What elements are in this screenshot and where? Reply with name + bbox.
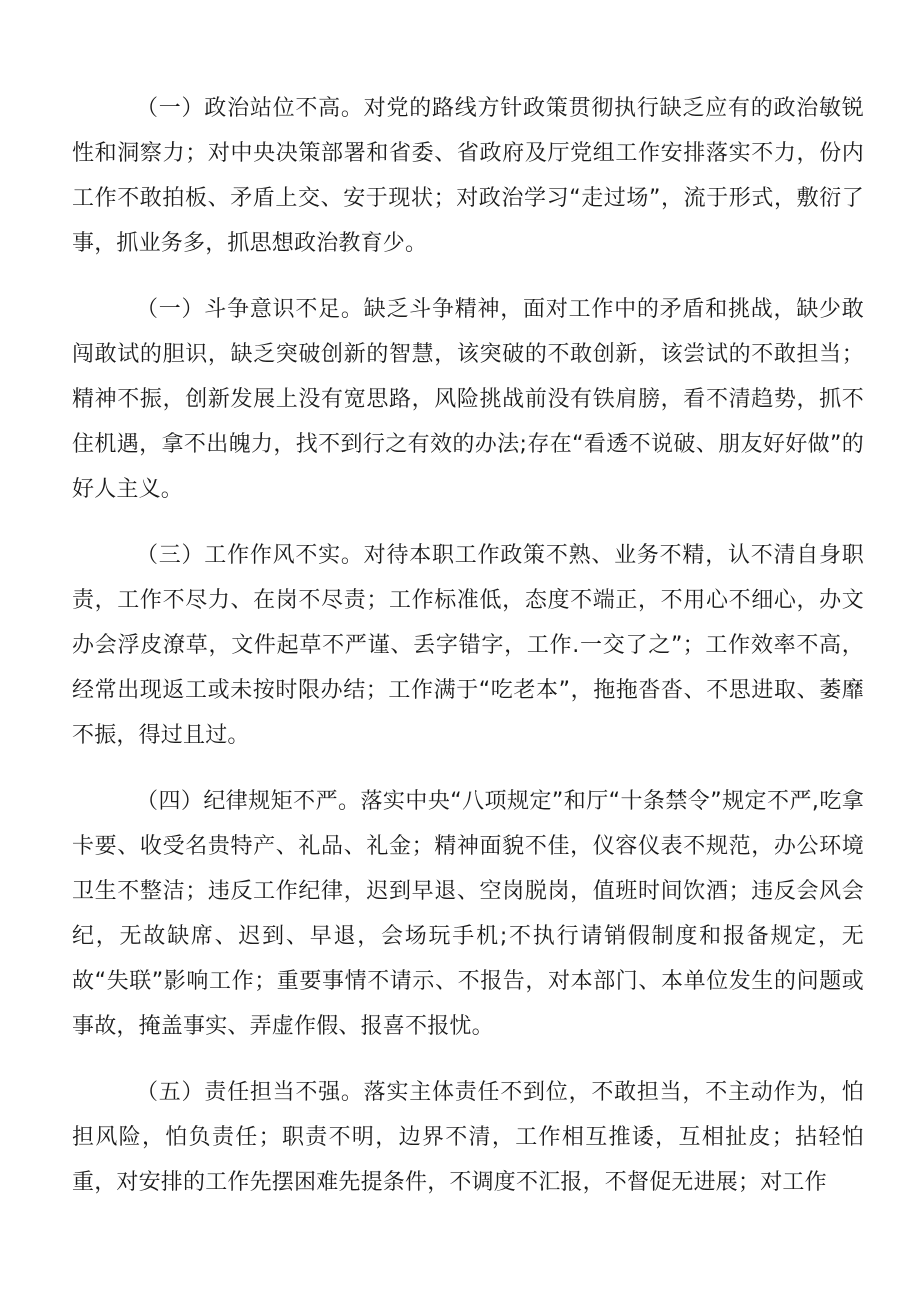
- paragraph-political-stance: （一）政治站位不高。对党的路线方针政策贯彻执行缺乏应有的政治敏锐性和洞察力；对中央决策部署和省委、省政府及厅党组工作安排落实不力，份内工作不敢拍板、矛盾上交、安于现状；对政治学习“走过场”，流于形式，敷衍了事，抓业务多，抓思想政治教育少。: [72, 96, 864, 256]
- paragraph-discipline-rules: （四）纪律规矩不严。落实中央“八项规定”和厅“十条禁令”规定不严,吃拿卡要、收受名贵特产、礼品、礼金；精神面貌不佳，仪容仪表不规范，办公环境卫生不整洁；违反工作纪律，迟到早退、空岗脱岗，值班时间饮酒；违反会风会纪，无故缺席、迟到、早退，会场玩手机;不执行请销假制度和报备规定，无故“失联”影响工作；重要事情不请示、不报告，对本部门、本单位发生的问题或事故，掩盖事实、弄虚作假、报喜不报忧。: [72, 789, 864, 1039]
- paragraph-work-style: （三）工作作风不实。对待本职工作政策不熟、业务不精，认不清自身职责，工作不尽力、在岗不尽责；工作标准低，态度不端正，不用心不细心，办文办会浮皮潦草，文件起草不严谨、丢字错字，工作.一交了之”；工作效率不高，经常出现返工或未按时限办结；工作满于“吃老本”，拖拖沓沓、不思进取、萎靡不振，得过且过。: [72, 543, 864, 748]
- paragraph-responsibility: （五）责任担当不强。落实主体责任不到位，不敢担当，不主动作为，怕担风险，怕负责任；职责不明，边界不清，工作相互推诿，互相扯皮；拈轻怕重，对安排的工作先摆困难先提条件，不调度不汇报，不督促无进展；对工作: [72, 1080, 864, 1195]
- paragraph-struggle-awareness: （一）斗争意识不足。缺乏斗争精神，面对工作中的矛盾和挑战，缺少敢闯敢试的胆识，缺乏突破创新的智慧，该突破的不敢创新，该尝试的不敢担当；精神不振，创新发展上没有宽思路，风险挑战前没有铁肩膀，看不清趋势，抓不住机遇，拿不出魄力，找不到行之有效的办法;存在“看透不说破、朋友好好做”的好人主义。: [72, 297, 864, 502]
- document-body: [72, 86, 864, 1226]
